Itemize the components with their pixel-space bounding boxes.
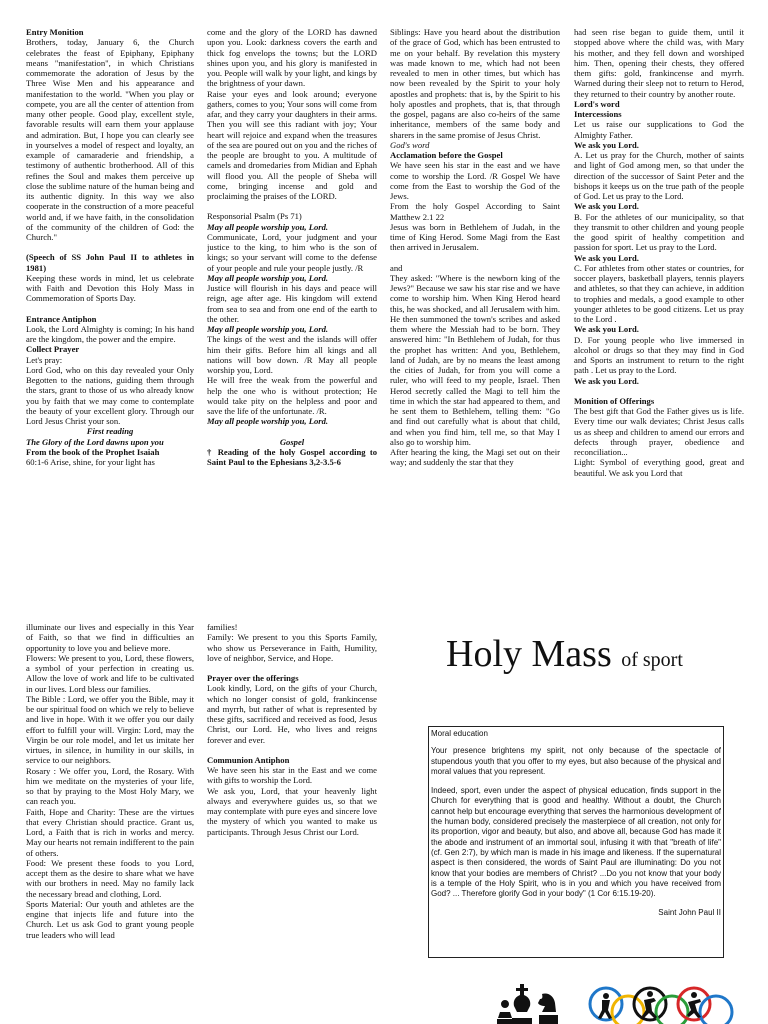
column-3	[390, 27, 560, 567]
col6-paragraph	[207, 745, 377, 755]
sport-rings-icon	[590, 988, 732, 1024]
col4-paragraph: Intercessions	[574, 109, 622, 119]
column-4	[574, 27, 744, 567]
col2-paragraph: † Reading of the holy Gospel according to Saint Paul to the Ephesians 3,2-3.5-6	[207, 446, 377, 467]
col2-paragraph	[207, 427, 377, 437]
ring-yellow	[612, 996, 644, 1024]
col6-paragraph: Family: We present to you this Sports Family, who show us Perseverance in Faith, Humility, love of neighbor, Service, and Hope.	[207, 632, 377, 663]
col1-paragraph: Entry Monition	[26, 27, 84, 37]
col5-paragraph: Food: We present these foods to you Lord, accept them as the desire to share what we have with our brothers in need. May no family lack the necessary bread and clothing, Lord.	[26, 857, 194, 899]
col4-paragraph: We ask you Lord.	[574, 375, 639, 386]
col1-paragraph: First reading	[86, 426, 134, 437]
page-title	[446, 632, 683, 682]
col3-paragraph: and	[390, 262, 403, 273]
col3-paragraph: We have seen his star in the east and we have come to worship the Lord. /R Gospel We have come from the East to worship the God of the Jews.	[390, 160, 560, 201]
col1-paragraph	[26, 304, 194, 314]
ring-green	[656, 996, 688, 1024]
col6-paragraph: We have seen his star in the East and we come with gifts to worship the Lord.	[207, 765, 377, 786]
col6-paragraph: Look kindly, Lord, on the gifts of your Church, which no longer consist of gold, frankincense and myrrh, but rather of what is represented by these gifts, sacrificed and received as food, Jesus Christ, our Lord. He, who lives and reigns forever and ever.	[207, 683, 377, 745]
col2-paragraph: Justice will flourish in his days and peace will reign, age after age. His kingdom will extend from sea to sea and from one end of the earth to the other.	[207, 283, 377, 324]
col5-paragraph: Rosary : We offer you, Lord, the Rosary. With him we meditate on the mysteries of your life, so that by praying to the Most Holy Mary, we can reach you.	[26, 765, 194, 807]
col4-paragraph: We ask you Lord.	[574, 139, 639, 150]
chess-king-icon	[512, 984, 532, 1024]
col2-paragraph: The kings of the west and the islands will offer him their gifts. Before him all kings and all nations will bow down. /R May all people worship you, Lord.	[207, 334, 377, 375]
chess-pieces-icon	[497, 984, 558, 1024]
col4-paragraph: Monition of Offerings	[574, 395, 655, 406]
col3-paragraph: They asked: "Where is the newborn king of the Jews?" Because we saw his star rise and we have come to worship him. When King Herod heard this, he was shocked, and all Jerusalem with him. He then summoned the town's scribes and asked them where the Messiah had to be born. They answered him: "In Bethlehem of Judah, for thus the prophet has written: And you, Bethlehem, land of Judah, are by no means the least among the cities of Judah, for from you will come a ruler, who will feed to my people, Israel. Then Herod secretly called the Magi to tell him the time in which the star had appeared to them, and he sent them to Bethlehem, telling them: "Go and find out carefully what is about that child, and when you find him, tell me, so that May I also go to worship him.	[390, 272, 560, 447]
title-main: Holy Mass	[446, 633, 612, 675]
column-6	[207, 622, 377, 1024]
sport-illustration	[476, 982, 768, 1024]
col6-paragraph: Prayer over the offerings	[207, 673, 299, 683]
col2-paragraph: Raise your eyes and look around; everyone gathers, comes to you; Your sons will come from afar, and they carry your daughters in their arms. Then you will see this radiant with joy; Your heart will rejoice and expand when the treasures of the sea are poured out on you and the riches of the people are brought to you. A multitude of camels and dromedaries from Midian and Ephah will flood you. All the people of Sheba will come, bringing incense and gold and proclaiming the praises of the LORD.	[207, 88, 377, 201]
col6-paragraph: Communion Antiphon	[207, 754, 290, 765]
title-sub: of sport	[621, 649, 683, 671]
col1-paragraph: Look, the Lord Almighty is coming; In his hand are the kingdom, the power and the empire.	[26, 323, 194, 344]
col4-paragraph: B. For the athletes of our municipality, so that they transmit to other children and young people the good spirit of healthy competition and passion for sport. Let us pray to the Lord.	[574, 211, 744, 253]
col2-paragraph	[207, 201, 377, 211]
col5-paragraph: Faith, Hope and Charity: These are the virtues that every Christian should practice. Grant us, Lord, a Faith that is rich in works and mercy. May our hearts not remain indifferent to the pain of others.	[26, 806, 194, 858]
col2-paragraph: Communicate, Lord, your judgment and your justice to the king, to him who is the son of kings; so your servant will come to the defense of your people and rule your people justly. /R	[207, 231, 377, 273]
box-signature: Saint John Paul II	[658, 908, 721, 918]
col5-paragraph: Sports Material: Our youth and athletes are the engine that injects life and future into the Church. Let us ask God to grant young people true leaders who will lead	[26, 898, 194, 940]
col3-paragraph	[390, 253, 560, 263]
chess-pawn-icon	[497, 1000, 513, 1024]
col3-paragraph: Siblings: Have you heard about the distribution of the grace of God, which has been entrusted to me on your behalf. By revelation this mystery was made known to me, which had not been revealed to men in other times, but which has now been revealed by the Spirit to your holy apostles and prophets: that is, by the Spirit to his holy apostles and prophets, that is, that through the gospel, pagans are also co-heirs of the same inheritance, members of the same body and sharers in the same promise of Jesus Christ.	[390, 27, 560, 140]
column-2	[207, 27, 377, 567]
col2-paragraph: May all people worship you, Lord.	[207, 324, 329, 334]
col2-paragraph: May all people worship you, Lord.	[207, 221, 329, 232]
col4-paragraph: We ask you Lord.	[574, 252, 639, 263]
col3-paragraph: Jesus was born in Bethlehem of Judah, in the time of King Herod. Some Magi from the East then arrived in Jerusalem.	[390, 221, 560, 253]
col2-paragraph: Responsorial Psalm (Ps 71)	[207, 211, 302, 222]
col5-paragraph: The Bible : Lord, we offer you the Bible, may it be our spiritual food on which we rely to believe and live in hope. With it we offer you our daily effort to fulfill your will. Virgin: Lord, may the Virgin be our role model, and let us imitate her virtues, in silence, in humility in our skills, in service to our neighbors.	[26, 693, 194, 766]
col6-paragraph	[207, 663, 377, 673]
col5-paragraph: illuminate our lives and especially in this Year of Faith, so that we find in difficulties an opportunity to love you and believe more.	[26, 622, 194, 653]
col3-paragraph: Acclamation before the Gospel	[390, 150, 503, 160]
col2-paragraph: Gospel	[279, 436, 305, 447]
col1-paragraph: (Speech of SS John Paul II to athletes in 1981)	[26, 252, 194, 273]
col4-paragraph: We ask you Lord.	[574, 201, 639, 212]
column-5	[26, 622, 194, 1024]
col1-paragraph	[26, 242, 194, 252]
col4-paragraph: Lord's word	[574, 98, 620, 109]
col3-paragraph: God's word	[390, 139, 430, 150]
col4-paragraph: Let us raise our supplications to God the Almighty Father.	[574, 119, 744, 140]
col4-paragraph: D. For young people who live immersed in alcohol or drugs so that they may find in God and Sports an instrument to return to the right path . Let us pray to the Lord.	[574, 334, 744, 376]
col2-paragraph: May all people worship you, Lord.	[207, 272, 329, 283]
col6-paragraph: We ask you, Lord, that your heavenly light always and everywhere guides us, so that we may contemplate with pure eyes and sincere love the mystery of which you wanted to make us participants. Through Jesus Christ our Lord.	[207, 785, 377, 837]
ring-extra	[700, 996, 732, 1024]
col1-paragraph: The Glory of the Lord dawns upon you	[26, 436, 164, 447]
col1-paragraph: Let's pray:	[26, 354, 63, 365]
col1-paragraph: From the book of the Prophet Isaiah	[26, 446, 160, 457]
col4-paragraph: A. Let us pray for the Church, mother of saints and light of God among men, so that under the direction of the successor of Saint Peter and the bishops it keeps us on the true path of the people of God. Let us pray to the Lord.	[574, 150, 744, 201]
col4-paragraph: The best gift that God the Father gives us is life. Every time our walk deviates; Christ Jesus calls us as sheep and children to amend our errors and defects through prayer, obedience and reconciliation...	[574, 406, 744, 457]
col4-paragraph	[574, 386, 744, 396]
box-heading: Moral education	[431, 729, 488, 738]
col4-paragraph: had seen rise began to guide them, until it stopped above where the child was, with Mary his mother, and they fell down and worshiped him. Then, opening their chests, they offered them gifts: gold, frankincense and myrrh. Warned during their sleep not to return to Herod, they returned to their country by another route.	[574, 27, 744, 99]
box-paragraph-1: Your presence brightens my spirit, not only because of the spectacle of stupendous youth that you offer to my eyes, but also because of the physical and moral values that you represent.	[431, 746, 721, 776]
col1-paragraph: Brothers, today, January 6, the Church celebrates the feast of Epiphany, Epiphany means "manifestation", in which Christians commemorate the adoration of Jesus by the Three Wise Men and his appearance and manifestation to the world. "When you play or compete, you are all the center of attention from many other people. Good play, excellent style, favorable results will earn them your applause and admiration. But, I hope you can clearly see in yourselves a model of respect and loyalty, an example of camaraderie and friendship, a testimony of authentic brotherhood. All of this refines the Soul and makes them perceive up close the sublime nature of the human being and its authentic dignity. In this way we also cooperate in the construction of a more peaceful world and, if we have faith, in the consolidation of the community of the children of God: the Church."	[26, 37, 194, 242]
chess-knight-icon	[538, 993, 558, 1024]
col3-paragraph: From the holy Gospel According to Saint Matthew 2.1 22	[390, 201, 560, 222]
col4-paragraph: C. For athletes from other states or countries, for soccer players, basketball players, tennis players and athletes, so that they can achieve, in addition to trophies and medals, a good example to other younger athletes to be good citizens. Let us pray to the Lord .	[574, 262, 744, 324]
col1-paragraph: Collect Prayer	[26, 344, 80, 355]
box-paragraph-2: Indeed, sport, even under the aspect of physical education, finds support in the Church for everything that is good and healthy. Without a doubt, the Church cannot help but encourage everything that serves the harmonious development of the human body, considered precisely the masterpiece of all creation, not only for its proportion, vigor and beauty, but also, and above all, because God has made it the abode and instrument of an immortal soul, infusing it with that "breath of life" (cf. Gen 2:7), by which man is made in his image and likeness. If the supernatural aspect is then considered, the words of Saint Paul are illuminating: Do you not know that your bodies are members of Christ? ...Do you not know that your body is a temple of the Holy Spirit, who is in you and which you have received from God? ... Therefore glorify God in your body" (1 Cor 6:15.19-20).	[431, 786, 721, 899]
col1-paragraph: Lord God, who on this day revealed your Only Begotten to the nations, guiding them through the stars, grant to those of us who already know you by faith that we may come to contemplate the beauty of your excellent glory. Through our Lord Jesus Christ your son.	[26, 364, 194, 426]
col1-paragraph: Keeping these words in mind, let us celebrate with Faith and Devotion this Holy Mass in Commemoration of Sports Day.	[26, 272, 194, 304]
col3-paragraph: After hearing the king, the Magi set out on their way; and suddenly the star that they	[390, 447, 560, 468]
col4-paragraph: We ask you Lord.	[574, 324, 639, 335]
col4-paragraph: Light: Symbol of everything good, great and beautiful. We ask you Lord that	[574, 457, 744, 478]
col6-paragraph: families!	[207, 622, 238, 632]
col2-paragraph: come and the glory of the LORD has dawned upon you. Look: darkness covers the earth and thick fog envelops the towns; but the LORD shines upon you, and his glory is manifested in you. People will walk by your light, and kings by the brightness of your dawn.	[207, 27, 377, 89]
moral-education-box	[428, 726, 724, 958]
col2-paragraph: He will free the weak from the powerful and help the one who is without protection; He would take pity on the helpless and poor and save the life of the unfortunate. /R.	[207, 375, 377, 416]
col5-paragraph: Flowers: We present to you, Lord, these flowers, a symbol of your perfection in creating us. Allow the love of work and life to be cultivated in our lives. Lord bless our families.	[26, 652, 194, 694]
col1-paragraph: 60:1-6 Arise, shine, for your light has	[26, 457, 155, 467]
col2-paragraph: May all people worship you, Lord.	[207, 416, 329, 427]
column-1	[26, 27, 194, 567]
col1-paragraph: Entrance Antiphon	[26, 313, 97, 324]
